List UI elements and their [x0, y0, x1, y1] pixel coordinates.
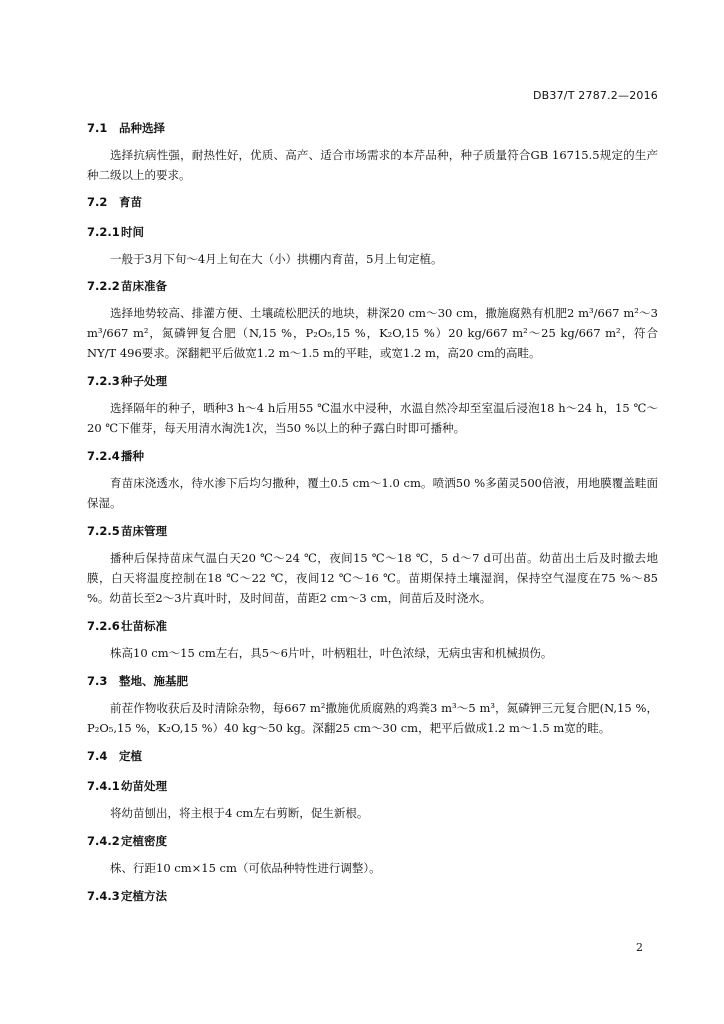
section-heading	[87, 832, 658, 850]
section-paragraph: 将幼苗刨出，将主根于4 cm左右剪断，促生新根。	[110, 806, 369, 820]
section-7-1	[87, 119, 658, 185]
section-number: 7.4.1	[87, 779, 120, 793]
section-heading	[87, 617, 658, 635]
section-heading	[87, 223, 658, 241]
section-heading	[87, 447, 658, 465]
section-title: 壮苗标准	[121, 619, 167, 633]
section-7-2-3	[87, 372, 658, 438]
section-paragraph: 播种后保持苗床气温白天20 ℃～24 ℃，夜间15 ℃～18 ℃，5 d～7 d可出苗。幼苗出土后及时撤去地膜，白天将温度控制在18 ℃～22 ℃，夜间12 ℃～16 ℃。苗期保持土壤湿润，保持空气湿度在75 %～85 %。幼苗长至2～3片真叶时，及时间苗，苗距2 cm～3 cm，间苗后及时浇水。	[87, 551, 658, 605]
section-number: 7.4.3	[87, 889, 120, 903]
section-number: 7.2	[87, 195, 108, 209]
section-paragraph: 株、行距10 cm×15 cm（可依品种特性进行调整）。	[110, 861, 381, 875]
section-title: 整地、施基肥	[119, 674, 188, 688]
section-heading	[87, 277, 658, 295]
section-7-2-1	[87, 223, 658, 269]
section-number: 7.2.1	[87, 225, 120, 239]
section-paragraph: 一般于3月下旬～4月上旬在大（小）拱棚内育苗，5月上旬定植。	[110, 252, 443, 266]
section-number: 7.4.2	[87, 834, 120, 848]
section-title: 苗床准备	[121, 279, 167, 293]
section-heading	[87, 372, 658, 390]
section-number: 7.2.2	[87, 279, 120, 293]
section-title: 定植方法	[121, 889, 167, 903]
section-title: 播种	[121, 449, 144, 463]
section-heading	[87, 193, 658, 211]
section-heading	[87, 747, 658, 765]
section-title: 育苗	[119, 195, 142, 209]
section-heading	[87, 887, 658, 905]
section-7-2-6	[87, 617, 658, 663]
section-title: 定植密度	[121, 834, 167, 848]
section-title: 时间	[121, 225, 144, 239]
section-heading	[87, 119, 658, 137]
page-number: 2	[636, 941, 643, 954]
section-7-2-2	[87, 277, 658, 363]
section-title: 定植	[119, 749, 142, 763]
section-7-2	[87, 193, 658, 211]
section-paragraph: 选择抗病性强，耐热性好，优质、高产、适合市场需求的本芹品种，种子质量符合GB 16715.5规定的生产种二级以上的要求。	[87, 148, 658, 182]
section-7-4	[87, 747, 658, 765]
section-7-2-5	[87, 522, 658, 608]
section-number: 7.2.3	[87, 374, 120, 388]
section-number: 7.1	[87, 121, 108, 135]
section-heading	[87, 777, 658, 795]
section-7-4-3	[87, 887, 658, 905]
section-heading	[87, 672, 658, 690]
section-7-4-1	[87, 777, 658, 823]
section-title: 种子处理	[121, 374, 167, 388]
section-paragraph: 株高10 cm～15 cm左右，具5～6片叶，叶柄粗壮，叶色浓绿，无病虫害和机械损伤。	[110, 646, 553, 660]
section-number: 7.2.4	[87, 449, 120, 463]
section-paragraph: 前茬作物收获后及时清除杂物，每667 m²撒施优质腐熟的鸡粪3 m³～5 m³，氮磷钾三元复合肥(N,15 %，P₂O₅,15 %，K₂O,15 %）40 kg～50 kg。深翻25 cm～30 cm，耙平后做成1.2 m～1.5 m宽的畦。	[87, 701, 658, 735]
section-number: 7.4	[87, 749, 108, 763]
section-heading	[87, 522, 658, 540]
document-body	[87, 119, 658, 905]
section-number: 7.2.5	[87, 524, 120, 538]
section-title: 苗床管理	[121, 524, 167, 538]
section-7-2-4	[87, 447, 658, 513]
section-number: 7.3	[87, 674, 108, 688]
section-number: 7.2.6	[87, 619, 120, 633]
section-7-3	[87, 672, 658, 738]
section-7-4-2	[87, 832, 658, 878]
section-title: 品种选择	[119, 121, 165, 135]
section-paragraph: 育苗床浇透水，待水渗下后均匀撒种，覆土0.5 cm～1.0 cm。喷洒50 %多菌灵500倍液，用地膜覆盖畦面保湿。	[87, 476, 658, 510]
document-code: DB37/T 2787.2—2016	[532, 89, 658, 102]
section-title: 幼苗处理	[121, 779, 167, 793]
section-paragraph: 选择隔年的种子，晒种3 h～4 h后用55 ℃温水中浸种，水温自然冷却至室温后浸泡18 h～24 h，15 ℃～20 ℃下催芽，每天用清水淘洗1次，当50 %以上的种子露白时即可播种。	[87, 401, 658, 435]
section-paragraph: 选择地势较高、排灌方便、土壤疏松肥沃的地块，耕深20 cm～30 cm，撒施腐熟有机肥2 m³/667 m²～3 m³/667 m²，氮磷钾复合肥（N,15 %，P₂O₅,15 %，K₂O,15 %）20 kg/667 m²～25 kg/667 m²，符合NY/T 496要求。深翻耙平后做宽1.2 m～1.5 m的平畦，或宽1.2 m，高20 cm的高畦。	[87, 306, 658, 360]
